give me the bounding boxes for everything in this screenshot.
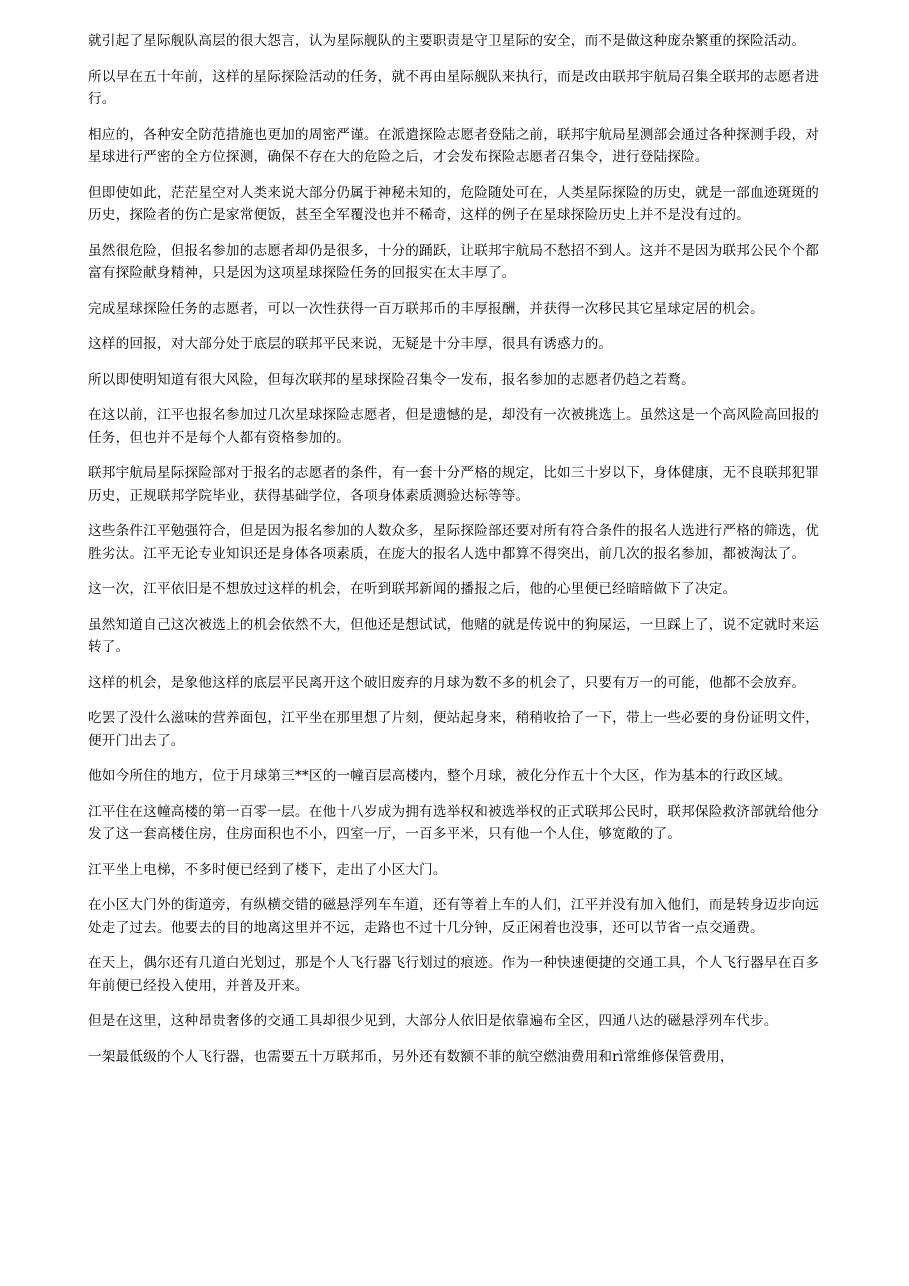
paragraph-11: 这些条件江平勉强符合，但是因为报名参加的人数众多，星际探险部还要对所有符合条件的报名人选进行严格的筛选，优胜劣汰。江平无论专业知识还是身体各项素质，在庞大的报名人选中都算不得突出，前几次的报名参加，都被淘汰了。 (88, 523, 820, 562)
paragraph-16: 他如今所住的地方，位于月球第三**区的一幢百层高楼内，整个月球，被化分作五十个大区，作为基本的行政区域。 (88, 768, 792, 784)
paragraph-3: 相应的，各种安全防范措施也更加的周密严谨。在派遣探险志愿者登陆之前，联邦宇航局星测部会通过各种探测手段，对星球进行严密的全方位探测，确保不存在大的危险之后，才会发布探险志愿者召集令，进行登陆探险。 (88, 126, 820, 165)
paragraph-22: 一架最低级的个人飞行器，也需要五十万联邦币，另外还有数额不菲的航空燃油费用和rì常维修保管费用， (88, 1048, 734, 1065)
document-page (88, 30, 830, 1081)
paragraph-20: 在天上，偶尔还有几道白光划过，那是个人飞行器飞行划过的痕迹。作为一种快速便捷的交通工具，个人飞行器早在百多年前便已经投入使用，并普及开来。 (88, 955, 820, 994)
paragraph-21: 但是在这里，这种昂贵奢侈的交通工具却很少见到，大部分人依旧是依靠遍布全区，四通八达的磁悬浮列车代步。 (88, 1013, 778, 1029)
paragraph-9: 在这以前，江平也报名参加过几次星球探险志愿者，但是遗憾的是，却没有一次被挑选上。虽然这是一个高风险高回报的任务，但也并不是每个人都有资格参加的。 (88, 407, 820, 446)
paragraph-5: 虽然很危险，但报名参加的志愿者却仍是很多，十分的踊跃，让联邦宇航局不愁招不到人。这并不是因为联邦公民个个都富有探险献身精神，只是因为这项星球探险任务的回报实在太丰厚了。 (88, 242, 820, 281)
paragraph-15: 吃罢了没什么滋味的营养面包，江平坐在那里想了片刻，便站起身来，稍稍收拾了一下，带上一些必要的身份证明文件，便开门出去了。 (88, 710, 820, 749)
paragraph-13: 虽然知道自己这次被选上的机会依然不大，但他还是想试试，他赌的就是传说中的狗屎运，一旦踩上了，说不定就时来运转了。 (88, 616, 820, 655)
paragraph-6: 完成星球探险任务的志愿者，可以一次性获得一百万联邦币的丰厚报酬，并获得一次移民其它星球定居的机会。 (88, 300, 764, 317)
paragraph-4: 但即使如此，茫茫星空对人类来说大部分仍属于神秘未知的，危险随处可在，人类星际探险的历史，就是一部血迹斑斑的历史，探险者的伤亡是家常便饭，甚至全军覆没也并不稀奇，这样的例子在星球探险历史上并不是没有过的。 (88, 184, 820, 223)
paragraph-1: 就引起了星际舰队高层的很大怨言，认为星际舰队的主要职责是守卫星际的安全，而不是做这种庞杂繁重的探险活动。 (88, 33, 806, 49)
paragraph-14: 这样的机会，是象他这样的底层平民离开这个破旧废弃的月球为数不多的机会了，只要有万一的可能，他都不会放弃。 (88, 674, 806, 691)
paragraph-10: 联邦宇航局星际探险部对于报名的志愿者的条件，有一套十分严格的规定，比如三十岁以下，身体健康，无不良联邦犯罪历史，正规联邦学院毕业，获得基础学位，各项身体素质测验达标等等。 (88, 465, 820, 504)
paragraph-17: 江平住在这幢高楼的第一百零一层。在他十八岁成为拥有选举权和被选举权的正式联邦公民时，联邦保险救济部就给他分发了这一套高楼住房，住房面积也不小，四室一厅，一百多平米，只有他一个人住，够宽敞的了。 (88, 803, 820, 842)
paragraph-2: 所以早在五十年前，这样的星际探险活动的任务，就不再由星际舰队来执行，而是改由联邦宇航局召集全联邦的志愿者进行。 (88, 68, 820, 107)
paragraph-8: 所以即使明知道有很大风险，但每次联邦的星球探险召集令一发布，报名参加的志愿者仍趋之若鹜。 (88, 371, 695, 388)
paragraph-7: 这样的回报，对大部分处于底层的联邦平民来说，无疑是十分丰厚，很具有诱惑力的。 (88, 336, 613, 352)
paragraph-18: 江平坐上电梯，不多时便已经到了楼下，走出了小区大门。 (88, 861, 447, 878)
paragraph-12: 这一次，江平依旧是不想放过这样的机会，在听到联邦新闻的播报之后，他的心里便已经暗暗做下了决定。 (88, 581, 737, 597)
paragraph-19: 在小区大门外的街道旁，有纵横交错的磁悬浮列车车道，还有等着上车的人们，江平并没有加入他们，而是转身迈步向远处走了过去。他要去的目的地离这里并不远，走路也不过十几分钟，反正闲着也没事，还可以节省一点交通费。 (88, 897, 820, 936)
